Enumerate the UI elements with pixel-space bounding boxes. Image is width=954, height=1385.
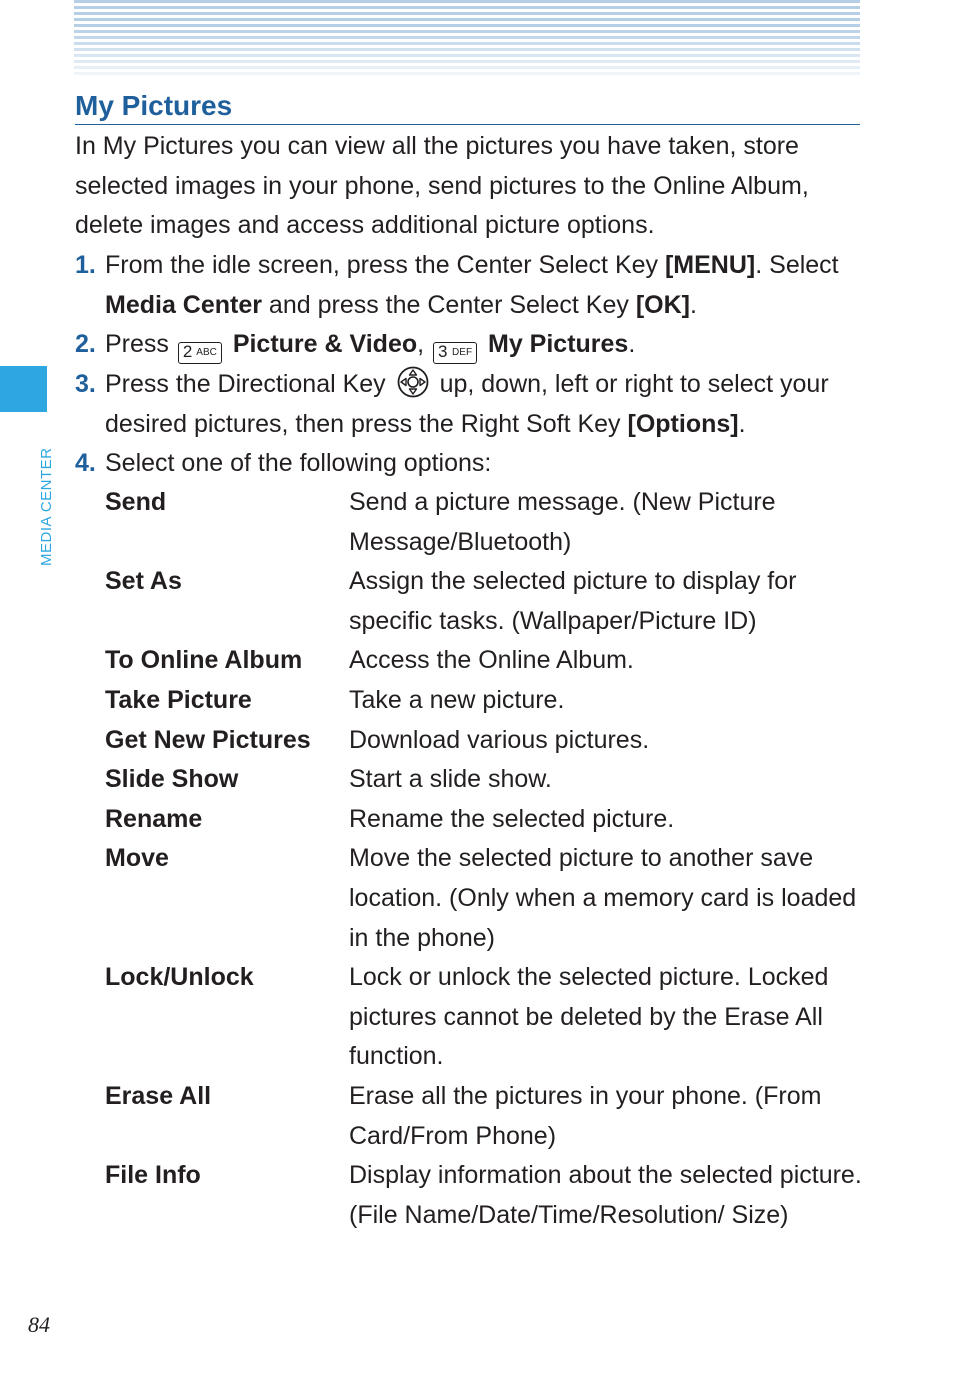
option-term: Slide Show xyxy=(105,765,239,794)
option-desc: Rename the selected picture. xyxy=(349,804,675,833)
option-row xyxy=(105,641,865,681)
step-text: Press the Directional Key xyxy=(105,370,393,398)
header-banner xyxy=(74,0,860,78)
option-row xyxy=(105,1077,865,1156)
option-term: File Info xyxy=(105,1161,201,1190)
media-center-label: Media Center xyxy=(105,290,262,319)
option-row xyxy=(105,800,865,840)
option-row xyxy=(105,760,865,800)
option-term: Move xyxy=(105,844,169,873)
key-2-abc-icon xyxy=(178,342,222,364)
options-key-label: [Options] xyxy=(627,409,739,438)
option-row xyxy=(105,958,865,1077)
step-text: . xyxy=(689,290,697,319)
option-desc: Send a picture message. (New Picture Message/Bluetooth) xyxy=(349,488,776,556)
step-text: Select one of the following options: xyxy=(105,449,492,477)
option-desc: Erase all the pictures in your phone. (From Card/From Phone) xyxy=(349,1081,822,1150)
key-number: 2 xyxy=(182,342,193,361)
option-desc: Display information about the selected picture. (File Name/Date/Time/Resolution/ Size) xyxy=(349,1161,862,1229)
step-number: 2. xyxy=(75,330,96,358)
option-desc: Download various pictures. xyxy=(349,725,650,754)
option-row xyxy=(105,483,865,562)
option-row xyxy=(105,1156,865,1235)
option-desc: Move the selected picture to another save location. (Only when a memory card is loaded in the phone) xyxy=(349,844,857,952)
step-text: Press xyxy=(105,330,176,358)
step-text: and press the Center Select Key xyxy=(261,290,636,319)
option-desc: Lock or unlock the selected picture. Locked pictures cannot be deleted by the Erase All function. xyxy=(349,963,829,1071)
step-text: . Select xyxy=(755,251,839,279)
key-letters: ABC xyxy=(196,347,217,358)
picture-video-label: Picture & Video xyxy=(232,330,418,358)
step-number: 3. xyxy=(75,370,96,398)
option-term: Lock/Unlock xyxy=(105,963,254,992)
directional-key-icon xyxy=(397,366,429,398)
key-number: 3 xyxy=(438,342,448,361)
key-letters: DEF xyxy=(452,347,473,358)
step-text: . xyxy=(628,330,636,358)
option-desc: Access the Online Album. xyxy=(349,646,634,675)
section-tab-marker xyxy=(0,366,47,412)
step-2 xyxy=(75,325,875,365)
step-text: . xyxy=(738,409,746,438)
option-row xyxy=(105,681,865,721)
option-row xyxy=(105,721,865,761)
ok-key-label: [OK] xyxy=(635,290,690,319)
option-term: Set As xyxy=(105,567,182,596)
option-term: Rename xyxy=(105,804,203,833)
intro-paragraph: In My Pictures you can view all the pictures you have taken, store selected images in your phone, send pictures to the Online Album, delete images and access additional picture options. xyxy=(75,132,809,240)
step-1 xyxy=(75,246,875,325)
step-text: , xyxy=(417,330,432,358)
option-row xyxy=(105,562,865,641)
step-text: From the idle screen, press the Center Select Key xyxy=(105,251,665,279)
section-label: MEDIA CENTER xyxy=(38,447,55,566)
option-row xyxy=(105,839,865,958)
option-term: Take Picture xyxy=(105,685,252,714)
step-4 xyxy=(75,444,875,484)
option-term: Get New Pictures xyxy=(105,725,311,754)
page-number: 84 xyxy=(28,1312,50,1337)
menu-key-label: [MENU] xyxy=(664,251,756,279)
options-list xyxy=(105,483,865,1235)
option-desc: Take a new picture. xyxy=(349,685,565,714)
step-text: up, down, left or right to select your desired pictures, then press the Right Soft Key xyxy=(105,370,829,438)
option-term: Erase All xyxy=(105,1081,212,1110)
option-term: Send xyxy=(105,488,167,516)
option-desc: Start a slide show. xyxy=(349,765,552,794)
step-number: 4. xyxy=(75,449,96,477)
my-pictures-label: My Pictures xyxy=(488,330,629,358)
step-number: 1. xyxy=(75,251,96,279)
option-term: To Online Album xyxy=(105,646,303,675)
step-3 xyxy=(75,365,875,444)
option-desc: Assign the selected picture to display for specific tasks. (Wallpaper/Picture ID) xyxy=(349,567,797,635)
key-3-def-icon xyxy=(433,342,477,364)
page-title: My Pictures xyxy=(75,88,860,125)
